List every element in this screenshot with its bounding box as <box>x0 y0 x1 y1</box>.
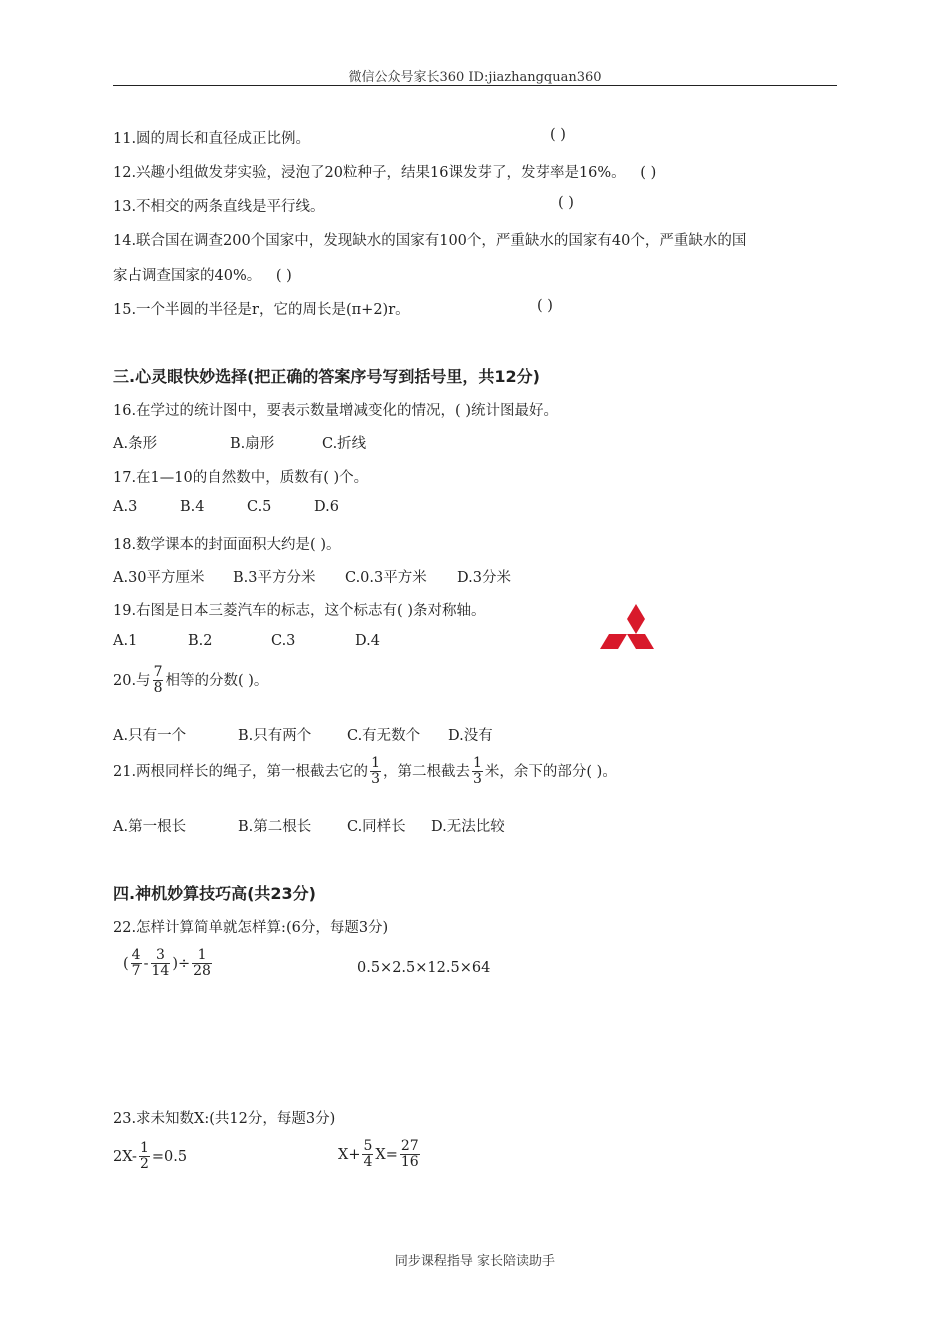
question-18: 18.数学课本的封面面积大约是( )。 <box>113 537 341 553</box>
fraction-5-4: $\frac{5}{4}$ <box>363 1138 373 1171</box>
q20-option-b: B.只有两个 <box>238 728 312 744</box>
question-11: 11.圆的周长和直径成正比例。 <box>113 131 311 147</box>
page-footer: 同步课程指导 家长陪读助手 <box>394 1254 556 1269</box>
fraction-1-3-a: $\frac{1}{3}$ <box>371 755 380 788</box>
q17-option-d: D.6 <box>314 499 339 515</box>
q18-option-d: D.3分米 <box>457 570 511 586</box>
q16-option-b: B.扇形 <box>230 436 275 452</box>
q20-option-a: A.只有一个 <box>113 728 187 744</box>
question-12-paren: ( ) <box>640 165 657 181</box>
question-17: 17.在1—10的自然数中，质数有( )个。 <box>113 470 369 486</box>
fraction-7-8: $\frac{7}{8}$ <box>153 664 163 697</box>
q17-option-b: B.4 <box>180 499 205 515</box>
q19-option-c: C.3 <box>271 633 296 649</box>
question-14-paren: ( ) <box>275 268 292 284</box>
question-15: 15.一个半圆的半径是r，它的周长是(π+2)r。 <box>113 302 410 318</box>
q16-option-a: A.条形 <box>113 436 158 452</box>
question-20: 20.与 $\frac{7}{8}$ 相等的分数( )。 <box>113 664 269 697</box>
question-19: 19.右图是日本三菱汽车的标志，这个标志有( )条对称轴。 <box>113 603 486 619</box>
mitsubishi-logo-image <box>600 602 672 666</box>
q20-option-c: C.有无数个 <box>347 728 421 744</box>
q21-option-c: C.同样长 <box>347 819 406 835</box>
section-4-title: 四.神机妙算技巧高(共23分) <box>113 884 316 903</box>
q19-option-d: D.4 <box>355 633 380 649</box>
fraction-3-14: $\frac{3}{14}$ <box>151 947 170 980</box>
question-14: 14.联合国在调查200个国家中，发现缺水的国家有100个，严重缺水的国家有40个，严重缺水的国 <box>113 233 747 249</box>
fraction-4-7: $\frac{4}{7}$ <box>131 947 141 980</box>
q18-option-c: C.0.3平方米 <box>345 570 427 586</box>
q19-option-b: B.2 <box>188 633 213 649</box>
q22-expression-1: ( $\frac{4}{7}$ - $\frac{3}{14}$ )÷ $\frac{1}{28}$ <box>123 947 211 980</box>
question-14-cont: 家占调查国家的40%。 ( ) <box>113 268 292 284</box>
fraction-1-3-b: $\frac{1}{3}$ <box>472 755 482 788</box>
header-divider <box>113 85 837 86</box>
q19-option-a: A.1 <box>113 633 138 649</box>
question-23: 23.求未知数X:(共12分，每题3分) <box>113 1111 336 1127</box>
q16-option-c: C.折线 <box>322 436 367 452</box>
page-header: 微信公众号家长360 ID:jiazhangquan360 <box>348 70 602 85</box>
q21-option-a: A.第一根长 <box>113 819 187 835</box>
question-13: 13.不相交的两条直线是平行线。 <box>113 199 325 215</box>
q21-option-b: B.第二根长 <box>238 819 312 835</box>
q23-equation-2: X+ $\frac{5}{4}$ X= $\frac{27}{16}$ <box>338 1138 419 1171</box>
q18-option-b: B.3平方分米 <box>233 570 316 586</box>
question-11-paren: ( ) <box>550 127 566 143</box>
q17-option-a: A.3 <box>113 499 138 515</box>
logo-diamond-left <box>600 634 627 649</box>
question-21: 21.两根同样长的绳子，第一根截去它的 $\frac{1}{3}$ ，第二根截去 $\frac{1}{3}$ 米，余下的部分( )。 <box>113 755 617 788</box>
question-13-paren: ( ) <box>558 195 574 211</box>
fraction-27-16: $\frac{27}{16}$ <box>400 1138 419 1171</box>
question-22: 22.怎样计算简单就怎样算:(6分，每题3分) <box>113 920 389 936</box>
question-15-paren: ( ) <box>537 298 553 314</box>
question-16: 16.在学过的统计图中，要表示数量增减变化的情况，( )统计图最好。 <box>113 403 558 419</box>
q17-option-c: C.5 <box>247 499 272 515</box>
logo-diamond-right <box>627 634 654 649</box>
q23-equation-1: 2X- $\frac{1}{2}$ =0.5 <box>113 1140 188 1173</box>
fraction-1-2: $\frac{1}{2}$ <box>139 1140 149 1173</box>
q18-option-a: A.30平方厘米 <box>113 570 205 586</box>
q21-option-d: D.无法比较 <box>431 819 505 835</box>
q20-option-d: D.没有 <box>448 728 493 744</box>
fraction-1-28: $\frac{1}{28}$ <box>193 947 211 980</box>
question-12: 12.兴趣小组做发芽实验，浸泡了20粒种子，结果16课发芽了，发芽率是16%。 ( ) <box>113 165 657 181</box>
logo-diamond-top <box>627 604 645 634</box>
section-3-title: 三.心灵眼快妙选择(把正确的答案序号写到括号里，共12分) <box>113 367 540 386</box>
q22-expression-2: 0.5×2.5×12.5×64 <box>357 960 491 976</box>
